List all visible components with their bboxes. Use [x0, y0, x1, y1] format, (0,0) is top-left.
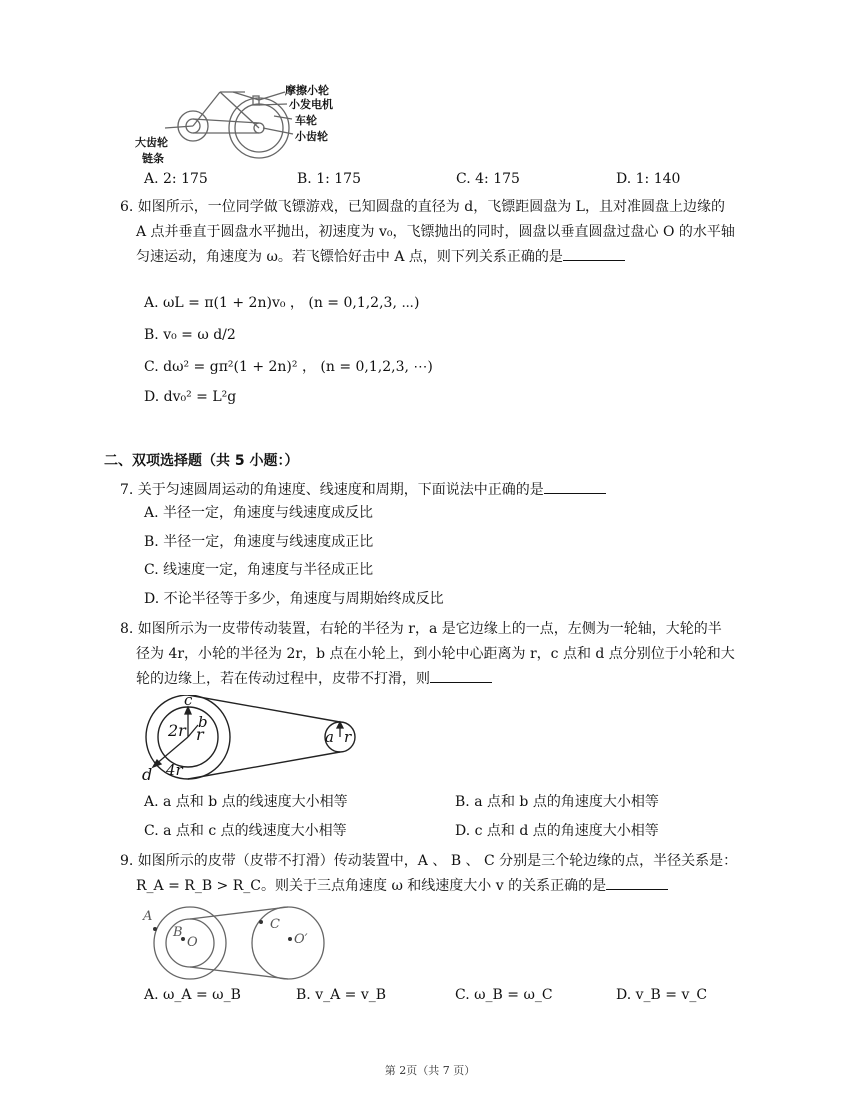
label-r: r [196, 725, 204, 744]
q7-option-d[interactable]: D. 不论半径等于多少，角速度与周期始终成反比 [144, 591, 444, 607]
q9-option-a[interactable]: A. ω_A = ω_B [144, 987, 241, 1003]
q9-answer-blank[interactable] [606, 875, 668, 890]
q6-stem-line2: A 点并垂直于圆盘水平抛出，初速度为 v₀，飞镖抛出的同时，圆盘以垂直圆盘过盘心 O 的水平轴 [136, 224, 735, 240]
label-d: d [142, 765, 153, 784]
q9-option-c[interactable]: C. ω_B = ω_C [455, 987, 553, 1003]
belt-pulley-figure [140, 691, 370, 785]
label-wheel: 车轮 [295, 114, 317, 127]
label-big-gear: 大齿轮 [135, 136, 168, 149]
q5-option-d[interactable]: D. 1: 140 [616, 171, 681, 187]
q5-option-a[interactable]: A. 2: 175 [144, 171, 208, 187]
q6-stem-line3 [136, 246, 625, 268]
label-chain: 链条 [142, 152, 164, 165]
q6-stem-line1: 6. 如图所示，一位同学做飞镖游戏，已知圆盘的直径为 d，飞镖距圆盘为 L，且对准圆盘上边缘的 [120, 199, 725, 215]
page-footer: 第 2页（共 7 页） [384, 1064, 476, 1077]
label-b: b [198, 713, 208, 731]
label-4r: 4r [166, 761, 183, 779]
q7-stem [120, 479, 606, 501]
q8-option-c[interactable]: C. a 点和 c 点的线速度大小相等 [144, 823, 347, 839]
q6-answer-blank[interactable] [563, 246, 625, 261]
label-2r: 2r [168, 721, 186, 740]
belt-drive-figure [140, 905, 340, 980]
q5-option-b[interactable]: B. 1: 175 [297, 171, 361, 187]
q8-stem-line2: 径为 4r，小轮的半径为 2r，b 点在小轮上，到小轮中心距离为 r，c 点和 d 点分别位于小轮和大 [136, 646, 735, 662]
label-c: c [184, 691, 193, 709]
q8-option-a[interactable]: A. a 点和 b 点的线速度大小相等 [144, 794, 348, 810]
q8-answer-blank[interactable] [430, 668, 492, 683]
q5-option-c[interactable]: C. 4: 175 [456, 171, 520, 187]
label-ra: r [344, 728, 352, 746]
label-A: A [143, 909, 153, 924]
q8-option-b[interactable]: B. a 点和 b 点的角速度大小相等 [455, 794, 659, 810]
q6-stem-text: 匀速运动，角速度为 ω。若飞镖恰好击中 A 点，则下列关系正确的是 [136, 249, 563, 265]
label-friction-wheel: 摩擦小轮 [285, 84, 329, 97]
q6-option-c[interactable]: C. dω² = gπ²(1 + 2n)² ， (n = 0,1,2,3, ⋯) [144, 359, 433, 375]
section-2-title: 二、双项选择题（共 5 小题：） [104, 453, 299, 469]
q8-stem-text: 轮的边缘上，若在传动过程中，皮带不打滑，则 [136, 671, 430, 687]
q8-option-d[interactable]: D. c 点和 d 点的角速度大小相等 [455, 823, 659, 839]
q6-option-d[interactable]: D. dv₀² = L²g [144, 389, 237, 405]
q9-option-b[interactable]: B. v_A = v_B [296, 987, 387, 1003]
bicycle-figure [135, 84, 355, 166]
q7-stem-text: 7. 关于匀速圆周运动的角速度、线速度和周期，下面说法中正确的是 [120, 482, 544, 498]
q9-stem-line1: 9. 如图所示的皮带（皮带不打滑）传动装置中，A 、 B 、 C 分别是三个轮边缘的点，半径关系是： [120, 853, 738, 869]
q9-stem-line2 [136, 875, 668, 897]
label-generator: 小发电机 [289, 98, 333, 111]
q8-stem-line1: 8. 如图所示为一皮带传动装置，右轮的半径为 r，a 是它边缘上的一点，左侧为一轮轴，大轮的半 [120, 621, 722, 637]
q6-option-b[interactable]: B. v₀ = ω d/2 [144, 327, 236, 343]
q7-answer-blank[interactable] [544, 479, 606, 494]
label-B: B [173, 925, 183, 940]
q7-option-c[interactable]: C. 线速度一定，角速度与半径成正比 [144, 562, 374, 578]
q6-option-a[interactable]: A. ωL = π(1 + 2n)v₀ ， (n = 0,1,2,3, ⋯) [144, 295, 420, 311]
q8-stem-line3 [136, 668, 492, 690]
label-C: C [270, 917, 280, 932]
label-a: a [325, 728, 334, 746]
label-O-prime: O′ [294, 932, 308, 947]
q7-option-b[interactable]: B. 半径一定，角速度与线速度成正比 [144, 534, 374, 550]
q7-option-a[interactable]: A. 半径一定，角速度与线速度成反比 [144, 505, 374, 521]
label-O: O [187, 935, 198, 950]
q9-option-d[interactable]: D. v_B = v_C [616, 987, 708, 1003]
label-small-gear: 小齿轮 [295, 130, 328, 143]
q9-stem-text: R_A = R_B > R_C。则关于三点角速度 ω 和线速度大小 v 的关系正确的是 [136, 878, 607, 894]
